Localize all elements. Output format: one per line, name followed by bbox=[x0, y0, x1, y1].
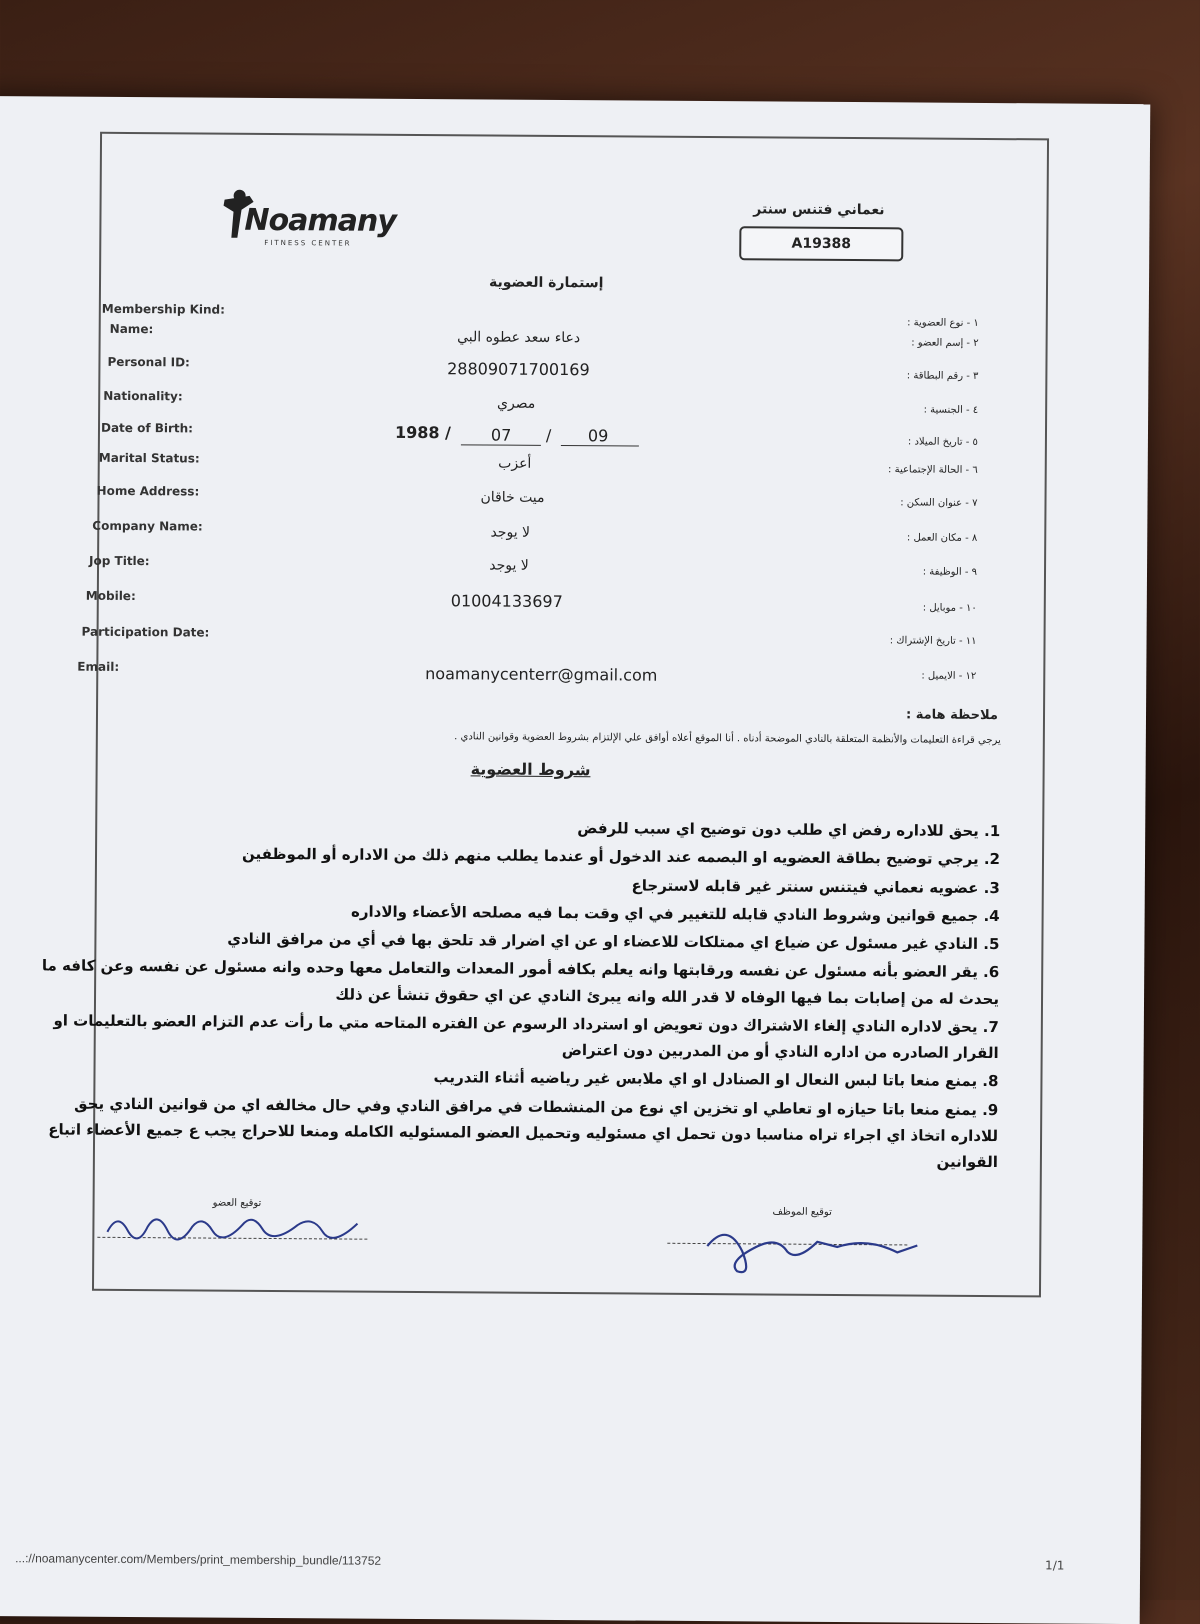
logo-subtext: FITNESS CENTER bbox=[264, 238, 352, 248]
label-name: Name: bbox=[109, 321, 154, 337]
noamany-logo bbox=[224, 193, 396, 254]
dob-day: 09 bbox=[587, 426, 609, 446]
term-item: 7. يحق لاداره النادي إلغاء الاشتراك دون تعويض او استرداد الرسوم عن الفتره المتاحه متي ما رأت عدم التزام العضو بالتعليمات او القرار الصادره من اداره النادي أو من المدربين دون اعتراض bbox=[53, 1011, 999, 1063]
label-ar-marital: ٦ - الحالة الإجتماعية : bbox=[888, 464, 978, 476]
term-item: 9. يمنع منعا باتا حيازه او تعاطي او تخزين اي نوع من المنشطات في مرافق النادي وفي حال مخالفه اي من قوانين النادي يحق للاداره اتخاذ اي اجراء تراه مناسبا دون تحمل اي مسئوليه وتحميل العضو المسئوليه الكامله ومنعا للاحراج يجب ع جميع الأعضاء اتباع القوانين bbox=[48, 1094, 999, 1172]
terms-list bbox=[38, 811, 1000, 1177]
value-marital: أعزب bbox=[498, 455, 532, 472]
label-dob: Date of Birth: bbox=[100, 420, 194, 436]
label-ar-mobile: ١٠ - موبايل : bbox=[922, 602, 977, 614]
logo-text: Noamany bbox=[244, 202, 396, 239]
label-ar-company: ٨ - مكان العمل : bbox=[906, 532, 978, 544]
value-nationality: مصري bbox=[496, 395, 536, 412]
label-ar-nationality: ٤ - الجنسية : bbox=[923, 404, 979, 416]
dob-month: 07 bbox=[490, 425, 512, 445]
label-nationality: Nationality: bbox=[103, 388, 183, 404]
terms-title: شروط العضوية bbox=[470, 759, 591, 780]
membership-form-paper bbox=[0, 96, 1150, 1624]
staff-signature bbox=[697, 1216, 927, 1283]
footer-url: ...://noamanycenter.com/Members/print_membership_bundle/113752 bbox=[15, 1551, 382, 1568]
term-item: 5. النادي غير مسئول عن ضياع اي ممتلكات للاعضاء او عن اي اضرار قد تلحق بها في أي من مرافق النادي bbox=[227, 929, 1000, 954]
value-personal-id: 28809071700169 bbox=[447, 359, 590, 380]
label-ar-name: ٢ - إسم العضو : bbox=[911, 337, 979, 349]
note-heading: ملاحظة هامة : bbox=[905, 707, 998, 724]
staff-signature-label: توقيع الموظف bbox=[772, 1206, 832, 1218]
label-ar-membership-kind: ١ - نوع العضوية : bbox=[907, 317, 979, 329]
label-ar-address: ٧ - عنوان السكن : bbox=[900, 497, 978, 509]
label-membership-kind: Membership Kind: bbox=[101, 301, 226, 317]
label-ar-email: ١٢ - الايميل : bbox=[921, 670, 977, 682]
label-ar-dob: ٥ - تاريخ الميلاد : bbox=[907, 436, 978, 448]
label-ar-personal-id: ٣ - رقم البطاقة : bbox=[906, 370, 979, 382]
footer-page-number: 1/1 bbox=[1045, 1558, 1065, 1573]
label-address: Home Address: bbox=[96, 483, 200, 499]
term-item: 6. يقر العضو بأنه مسئول عن نفسه ورقابتها وانه يعلم بكافه أمور المعدات والتعامل معها وحده وانه مسئول عن نفسه وعن كافه ما يحدث له من إصابات بما فيها الوفاه لا قدر الله وانه يبرئ النادي عن اي حقوق تنشأ عن ذلك bbox=[41, 956, 1000, 1008]
label-company: Company Name: bbox=[92, 518, 203, 534]
term-item: 4. جميع قوانين وشروط النادي قابله للتغيير في اي وقت بما فيه مصلحه الأعضاء والاداره bbox=[350, 902, 1000, 925]
member-code-box: A19388 bbox=[739, 226, 903, 261]
term-item: 2. يرجي توضيح بطاقة العضويه او البصمه عند الدخول أو عندما يطلب منهم ذلك من الاداره أو الموظفين bbox=[241, 845, 1001, 869]
term-item: 1. يحق للاداره رفض اي طلب دون توضيح اي سبب للرفض bbox=[577, 819, 1001, 841]
value-mobile: 01004133697 bbox=[450, 591, 563, 612]
term-item: 8. يمنع منعا باتا لبس النعال او الصنادل او اي ملابس غير رياضيه أثناء التدريب bbox=[433, 1068, 999, 1091]
note-text: يرجي قراءة التعليمات والأنظمة المتعلقة بالنادي الموضحة أدناه . أنا الموقع أعلاه أوافق علي الإلتزام بشروط العضوية وقوانين النادي . bbox=[454, 731, 1001, 747]
dob-separator: / bbox=[545, 425, 552, 445]
label-participation: Participation Date: bbox=[81, 624, 210, 640]
label-email: Email: bbox=[77, 659, 120, 674]
label-ar-participation: ١١ - تاريخ الإشتراك : bbox=[889, 635, 977, 647]
value-email: noamanycenterr@gmail.com bbox=[425, 664, 658, 685]
term-item: 3. عضويه نعماني فيتنس سنتر غير قابله لاسترجاع bbox=[631, 876, 1000, 897]
dob-year: 1988 / bbox=[394, 422, 451, 443]
club-name: نعماني فتنس سنتر bbox=[753, 201, 885, 219]
label-personal-id: Personal ID: bbox=[107, 354, 190, 370]
label-marital: Marital Status: bbox=[98, 450, 200, 466]
value-company: لا يوجد bbox=[490, 524, 531, 541]
member-signature bbox=[102, 1202, 372, 1249]
label-job: Jop Title: bbox=[89, 553, 150, 569]
value-name: دعاء سعد عطوه البي bbox=[457, 329, 581, 347]
value-address: ميت خاقان bbox=[480, 489, 545, 506]
form-title: إستمارة العضوية bbox=[488, 274, 604, 292]
label-mobile: Mobile: bbox=[85, 588, 136, 604]
member-signature-label: توقيع العضو bbox=[212, 1197, 262, 1209]
label-ar-job: ٩ - الوظيفة : bbox=[922, 566, 978, 578]
value-job: لا يوجد bbox=[489, 557, 529, 574]
